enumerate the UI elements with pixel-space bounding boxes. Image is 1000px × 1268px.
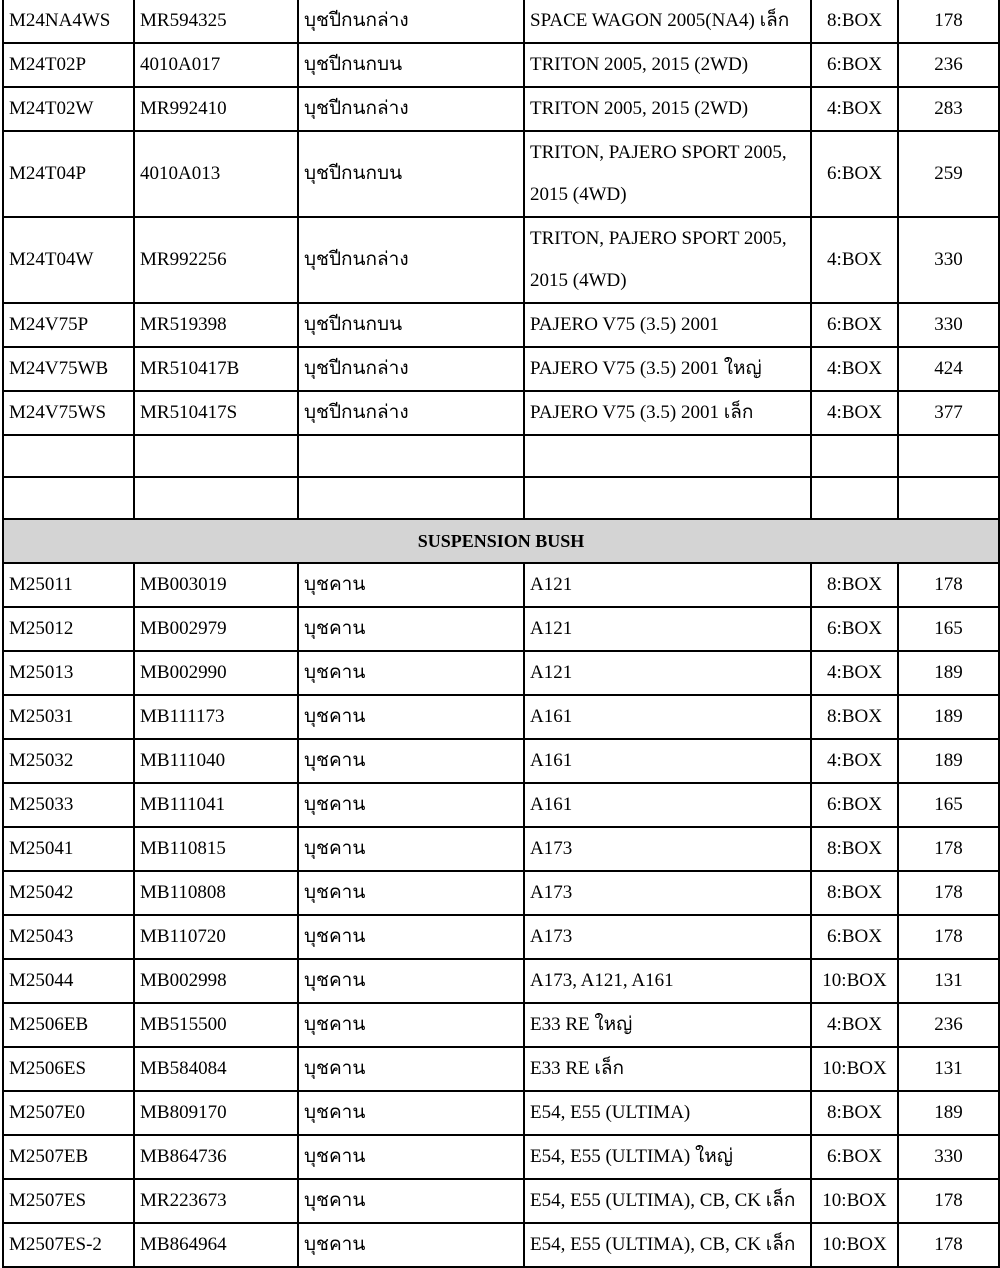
oem-number-cell: MR223673 bbox=[134, 1179, 298, 1223]
oem-number-cell: MB864964 bbox=[134, 1223, 298, 1267]
table-row bbox=[3, 959, 999, 1003]
oem-number-cell: MR594325 bbox=[134, 0, 298, 43]
description-cell: บุชคาน bbox=[298, 915, 524, 959]
description-cell: บุชปีกนกล่าง bbox=[298, 347, 524, 391]
part-code-cell: M25033 bbox=[3, 783, 134, 827]
price-cell: 131 bbox=[898, 1047, 999, 1091]
oem-number-cell: MR510417B bbox=[134, 347, 298, 391]
part-code-cell: M25011 bbox=[3, 563, 134, 607]
model-cell: SPACE WAGON 2005(NA4) เล็ก bbox=[524, 0, 811, 43]
pack-cell: 4:BOX bbox=[811, 391, 898, 435]
description-cell: บุชคาน bbox=[298, 1047, 524, 1091]
price-cell: 189 bbox=[898, 1091, 999, 1135]
price-cell: 283 bbox=[898, 87, 999, 131]
model-cell: E54, E55 (ULTIMA), CB, CK เล็ก bbox=[524, 1223, 811, 1267]
description-cell: บุชคาน bbox=[298, 1003, 524, 1047]
part-code-cell: M24V75WS bbox=[3, 391, 134, 435]
model-cell: E54, E55 (ULTIMA), CB, CK เล็ก bbox=[524, 1179, 811, 1223]
empty-cell bbox=[298, 435, 524, 477]
pack-cell: 6:BOX bbox=[811, 43, 898, 87]
table-body-bottom bbox=[3, 563, 999, 1267]
price-cell: 330 bbox=[898, 217, 999, 303]
pack-cell: 10:BOX bbox=[811, 959, 898, 1003]
pack-cell: 4:BOX bbox=[811, 1003, 898, 1047]
section-header-row bbox=[3, 519, 999, 563]
description-cell: บุชคาน bbox=[298, 695, 524, 739]
model-cell: E54, E55 (ULTIMA) bbox=[524, 1091, 811, 1135]
part-code-cell: M2506ES bbox=[3, 1047, 134, 1091]
part-code-cell: M25044 bbox=[3, 959, 134, 1003]
pack-cell: 8:BOX bbox=[811, 1091, 898, 1135]
section-title: SUSPENSION BUSH bbox=[3, 519, 999, 563]
price-cell: 178 bbox=[898, 827, 999, 871]
table-row bbox=[3, 915, 999, 959]
part-code-cell: M24T04P bbox=[3, 131, 134, 217]
price-cell: 178 bbox=[898, 563, 999, 607]
table-row bbox=[3, 563, 999, 607]
model-cell: TRITON 2005, 2015 (2WD) bbox=[524, 43, 811, 87]
table-row bbox=[3, 871, 999, 915]
model-cell: E33 RE เล็ก bbox=[524, 1047, 811, 1091]
model-cell: A173 bbox=[524, 827, 811, 871]
description-cell: บุชปีกนกล่าง bbox=[298, 0, 524, 43]
part-code-cell: M24T04W bbox=[3, 217, 134, 303]
pack-cell: 6:BOX bbox=[811, 1135, 898, 1179]
oem-number-cell: MR519398 bbox=[134, 303, 298, 347]
model-cell: A173 bbox=[524, 915, 811, 959]
model-cell: A121 bbox=[524, 651, 811, 695]
part-code-cell: M24V75P bbox=[3, 303, 134, 347]
part-code-cell: M2507ES-2 bbox=[3, 1223, 134, 1267]
pack-cell: 6:BOX bbox=[811, 303, 898, 347]
description-cell: บุชคาน bbox=[298, 827, 524, 871]
table-row bbox=[3, 1091, 999, 1135]
price-cell: 236 bbox=[898, 1003, 999, 1047]
pack-cell: 10:BOX bbox=[811, 1047, 898, 1091]
price-cell: 189 bbox=[898, 695, 999, 739]
model-cell: E33 RE ใหญ่ bbox=[524, 1003, 811, 1047]
oem-number-cell: MB584084 bbox=[134, 1047, 298, 1091]
part-code-cell: M24T02P bbox=[3, 43, 134, 87]
part-code-cell: M24NA4WS bbox=[3, 0, 134, 43]
part-code-cell: M2506EB bbox=[3, 1003, 134, 1047]
model-cell: A173 bbox=[524, 871, 811, 915]
oem-number-cell: MB110815 bbox=[134, 827, 298, 871]
table-row bbox=[3, 1135, 999, 1179]
model-cell: TRITON 2005, 2015 (2WD) bbox=[524, 87, 811, 131]
pack-cell: 10:BOX bbox=[811, 1179, 898, 1223]
description-cell: บุชคาน bbox=[298, 959, 524, 1003]
empty-cell bbox=[524, 477, 811, 519]
empty-row bbox=[3, 477, 999, 519]
price-cell: 424 bbox=[898, 347, 999, 391]
pack-cell: 8:BOX bbox=[811, 563, 898, 607]
empty-cell bbox=[298, 477, 524, 519]
oem-number-cell: 4010A013 bbox=[134, 131, 298, 217]
table-row bbox=[3, 783, 999, 827]
empty-cell bbox=[524, 435, 811, 477]
pack-cell: 4:BOX bbox=[811, 87, 898, 131]
model-cell: PAJERO V75 (3.5) 2001 bbox=[524, 303, 811, 347]
model-cell: PAJERO V75 (3.5) 2001 เล็ก bbox=[524, 391, 811, 435]
oem-number-cell: MB002979 bbox=[134, 607, 298, 651]
model-cell: TRITON, PAJERO SPORT 2005, 2015 (4WD) bbox=[524, 217, 811, 303]
empty-cell bbox=[134, 435, 298, 477]
oem-number-cell: MB111041 bbox=[134, 783, 298, 827]
oem-number-cell: MB002998 bbox=[134, 959, 298, 1003]
pack-cell: 8:BOX bbox=[811, 871, 898, 915]
model-cell: A121 bbox=[524, 607, 811, 651]
table-row bbox=[3, 391, 999, 435]
model-cell: A121 bbox=[524, 563, 811, 607]
price-cell: 178 bbox=[898, 871, 999, 915]
table-row bbox=[3, 0, 999, 43]
price-cell: 236 bbox=[898, 43, 999, 87]
table-row bbox=[3, 827, 999, 871]
oem-number-cell: MB111040 bbox=[134, 739, 298, 783]
pack-cell: 4:BOX bbox=[811, 739, 898, 783]
empty-cell bbox=[811, 477, 898, 519]
empty-cell bbox=[898, 477, 999, 519]
price-cell: 165 bbox=[898, 783, 999, 827]
oem-number-cell: 4010A017 bbox=[134, 43, 298, 87]
oem-number-cell: MB003019 bbox=[134, 563, 298, 607]
description-cell: บุชปีกนกล่าง bbox=[298, 87, 524, 131]
price-cell: 259 bbox=[898, 131, 999, 217]
empty-cell bbox=[3, 435, 134, 477]
price-cell: 330 bbox=[898, 303, 999, 347]
empty-cell bbox=[898, 435, 999, 477]
parts-price-table bbox=[2, 0, 1000, 1268]
price-cell: 189 bbox=[898, 651, 999, 695]
price-cell: 165 bbox=[898, 607, 999, 651]
part-code-cell: M25013 bbox=[3, 651, 134, 695]
part-code-cell: M25012 bbox=[3, 607, 134, 651]
description-cell: บุชคาน bbox=[298, 1135, 524, 1179]
part-code-cell: M2507ES bbox=[3, 1179, 134, 1223]
description-cell: บุชปีกนกล่าง bbox=[298, 217, 524, 303]
pack-cell: 6:BOX bbox=[811, 607, 898, 651]
price-cell: 189 bbox=[898, 739, 999, 783]
table-row bbox=[3, 695, 999, 739]
table-row bbox=[3, 347, 999, 391]
description-cell: บุชคาน bbox=[298, 563, 524, 607]
part-code-cell: M24V75WB bbox=[3, 347, 134, 391]
table-row bbox=[3, 1179, 999, 1223]
price-cell: 330 bbox=[898, 1135, 999, 1179]
model-cell: A161 bbox=[524, 695, 811, 739]
part-code-cell: M25041 bbox=[3, 827, 134, 871]
table-body-top bbox=[3, 0, 999, 563]
pack-cell: 4:BOX bbox=[811, 217, 898, 303]
oem-number-cell: MB864736 bbox=[134, 1135, 298, 1179]
description-cell: บุชคาน bbox=[298, 1091, 524, 1135]
part-code-cell: M25031 bbox=[3, 695, 134, 739]
table-row bbox=[3, 1047, 999, 1091]
table-row bbox=[3, 217, 999, 303]
model-cell: TRITON, PAJERO SPORT 2005, 2015 (4WD) bbox=[524, 131, 811, 217]
description-cell: บุชคาน bbox=[298, 783, 524, 827]
table-row bbox=[3, 1223, 999, 1267]
price-cell: 178 bbox=[898, 915, 999, 959]
description-cell: บุชคาน bbox=[298, 1223, 524, 1267]
empty-cell bbox=[3, 477, 134, 519]
oem-number-cell: MB110720 bbox=[134, 915, 298, 959]
price-cell: 131 bbox=[898, 959, 999, 1003]
price-cell: 377 bbox=[898, 391, 999, 435]
description-cell: บุชคาน bbox=[298, 651, 524, 695]
model-cell: A173, A121, A161 bbox=[524, 959, 811, 1003]
table-row bbox=[3, 607, 999, 651]
pack-cell: 8:BOX bbox=[811, 0, 898, 43]
table-row bbox=[3, 651, 999, 695]
description-cell: บุชคาน bbox=[298, 607, 524, 651]
oem-number-cell: MB002990 bbox=[134, 651, 298, 695]
price-cell: 178 bbox=[898, 1223, 999, 1267]
pack-cell: 10:BOX bbox=[811, 1223, 898, 1267]
pack-cell: 8:BOX bbox=[811, 827, 898, 871]
part-code-cell: M25032 bbox=[3, 739, 134, 783]
description-cell: บุชปีกนกบน bbox=[298, 131, 524, 217]
table-row bbox=[3, 43, 999, 87]
empty-cell bbox=[134, 477, 298, 519]
model-cell: A161 bbox=[524, 783, 811, 827]
description-cell: บุชคาน bbox=[298, 871, 524, 915]
model-cell: A161 bbox=[524, 739, 811, 783]
oem-number-cell: MR510417S bbox=[134, 391, 298, 435]
part-code-cell: M24T02W bbox=[3, 87, 134, 131]
part-code-cell: M2507EB bbox=[3, 1135, 134, 1179]
pack-cell: 6:BOX bbox=[811, 783, 898, 827]
oem-number-cell: MB515500 bbox=[134, 1003, 298, 1047]
oem-number-cell: MR992256 bbox=[134, 217, 298, 303]
price-cell: 178 bbox=[898, 1179, 999, 1223]
pack-cell: 4:BOX bbox=[811, 347, 898, 391]
empty-row bbox=[3, 435, 999, 477]
part-code-cell: M25043 bbox=[3, 915, 134, 959]
description-cell: บุชคาน bbox=[298, 1179, 524, 1223]
table-row bbox=[3, 131, 999, 217]
price-cell: 178 bbox=[898, 0, 999, 43]
pack-cell: 6:BOX bbox=[811, 131, 898, 217]
table-row bbox=[3, 1003, 999, 1047]
oem-number-cell: MB110808 bbox=[134, 871, 298, 915]
pack-cell: 6:BOX bbox=[811, 915, 898, 959]
pack-cell: 8:BOX bbox=[811, 695, 898, 739]
part-code-cell: M25042 bbox=[3, 871, 134, 915]
description-cell: บุชปีกนกบน bbox=[298, 303, 524, 347]
oem-number-cell: MB809170 bbox=[134, 1091, 298, 1135]
part-code-cell: M2507E0 bbox=[3, 1091, 134, 1135]
description-cell: บุชปีกนกบน bbox=[298, 43, 524, 87]
table-row bbox=[3, 303, 999, 347]
model-cell: E54, E55 (ULTIMA) ใหญ่ bbox=[524, 1135, 811, 1179]
pack-cell: 4:BOX bbox=[811, 651, 898, 695]
description-cell: บุชคาน bbox=[298, 739, 524, 783]
table-row bbox=[3, 87, 999, 131]
model-cell: PAJERO V75 (3.5) 2001 ใหญ่ bbox=[524, 347, 811, 391]
table-row bbox=[3, 739, 999, 783]
empty-cell bbox=[811, 435, 898, 477]
oem-number-cell: MR992410 bbox=[134, 87, 298, 131]
oem-number-cell: MB111173 bbox=[134, 695, 298, 739]
description-cell: บุชปีกนกล่าง bbox=[298, 391, 524, 435]
